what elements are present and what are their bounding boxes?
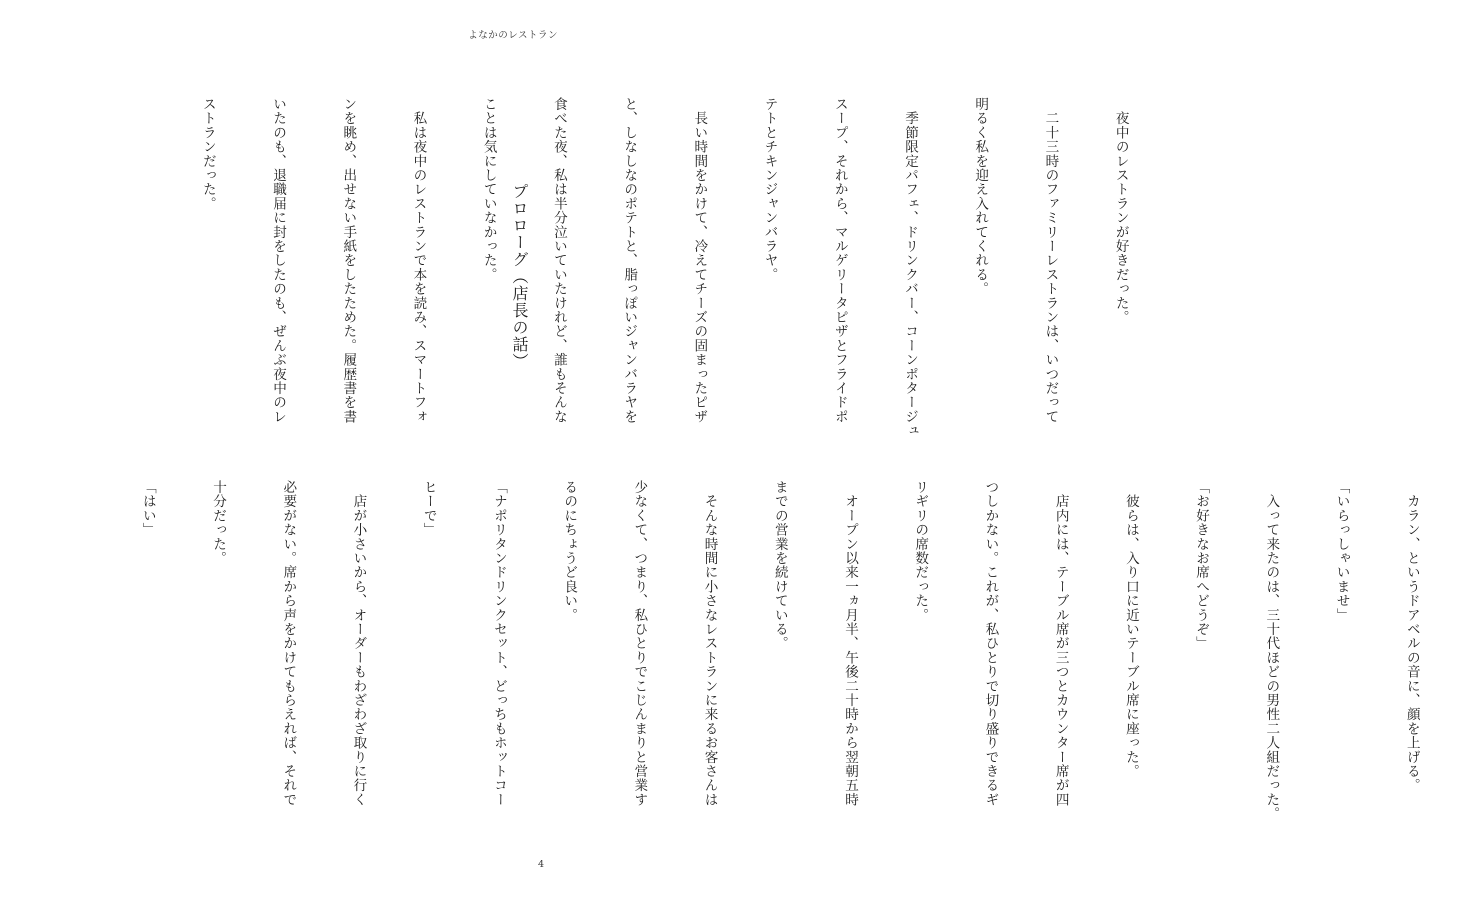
text-line: 食べた夜、私は半分泣いていたけれど、誰もそんな xyxy=(550,97,567,424)
text-line: ストランだった。 xyxy=(199,97,216,211)
page-number: 4 xyxy=(537,859,544,870)
text-line: 季節限定パフェ、ドリンクバー、コーンポタージュ xyxy=(902,97,918,438)
upper-text-block xyxy=(172,97,1178,438)
text-line: 店内には、テーブル席が三つとカウンター席が四 xyxy=(1052,480,1069,807)
running-header: よなかのレストラン xyxy=(468,30,558,41)
text-line: 店が小さいから、オーダーもわざわざ取りに行く xyxy=(350,480,367,807)
text-line: るのにちょうど良い。 xyxy=(561,480,578,622)
text-line: テトとチキンジャンバラヤ。 xyxy=(761,97,778,282)
text-line: 長い時間をかけて、冷えてチーズの固まったピザ xyxy=(691,97,708,424)
text-line: そんな時間に小さなレストランに来るお客さんは xyxy=(701,480,718,807)
text-line: スープ、それから、マルゲリータピザとフライドポ xyxy=(831,97,848,424)
lower-text-block xyxy=(112,480,1470,821)
text-line: ンを眺め、出せない手紙をしたためた。履歴書を書 xyxy=(340,97,357,424)
text-line: と、しなしなのポテトと、脂っぽいジャンバラヤを xyxy=(621,97,638,424)
text-line: ことは気にしていなかった。 xyxy=(480,97,497,282)
text-line: リギリの席数だった。 xyxy=(912,480,929,622)
text-line: 少なくて、つまり、私ひとりでこじんまりと営業す xyxy=(631,480,648,807)
text-line: カラン、というドアベルの音に、顔を上げる。 xyxy=(1403,480,1420,793)
text-line: つしかない。これが、私ひとりで切り盛りできるギ xyxy=(982,480,999,807)
text-line: 明るく私を迎え入れてくれる。 xyxy=(972,97,989,296)
text-line: 必要がない。席から声をかけてもらえれば、それで xyxy=(280,480,297,807)
text-line: 彼らは、入り口に近いテーブル席に座った。 xyxy=(1122,480,1139,779)
text-line: 「ナポリタンドリンクセット、どっちもホットコー xyxy=(490,480,507,807)
text-line: ヒーで」 xyxy=(420,480,437,537)
text-line: オープン以来一ヵ月半、午後二十時から翌朝五時 xyxy=(842,480,858,807)
text-line: 「いらっしゃいませ」 xyxy=(1333,480,1350,622)
text-line: 二十三時のファミリーレストランは、いつだって xyxy=(1042,97,1059,424)
text-line: 「お好きなお席へどうぞ」 xyxy=(1193,480,1210,651)
text-line: 十分だった。 xyxy=(210,480,227,566)
text-line: 「はい」 xyxy=(139,480,156,537)
text-line: 私は夜中のレストランで本を読み、スマートフォ xyxy=(410,97,427,424)
text-line: 夜中のレストランが好きだった。 xyxy=(1112,97,1129,325)
text-line: までの営業を続けている。 xyxy=(771,480,788,651)
chapter-title: プロローグ（店長の話） xyxy=(510,183,529,370)
text-line: 入って来たのは、三十代ほどの男性二人組だった。 xyxy=(1263,480,1280,821)
text-line: いたのも、退職届に封をしたのも、ぜんぶ夜中のレ xyxy=(270,97,287,424)
